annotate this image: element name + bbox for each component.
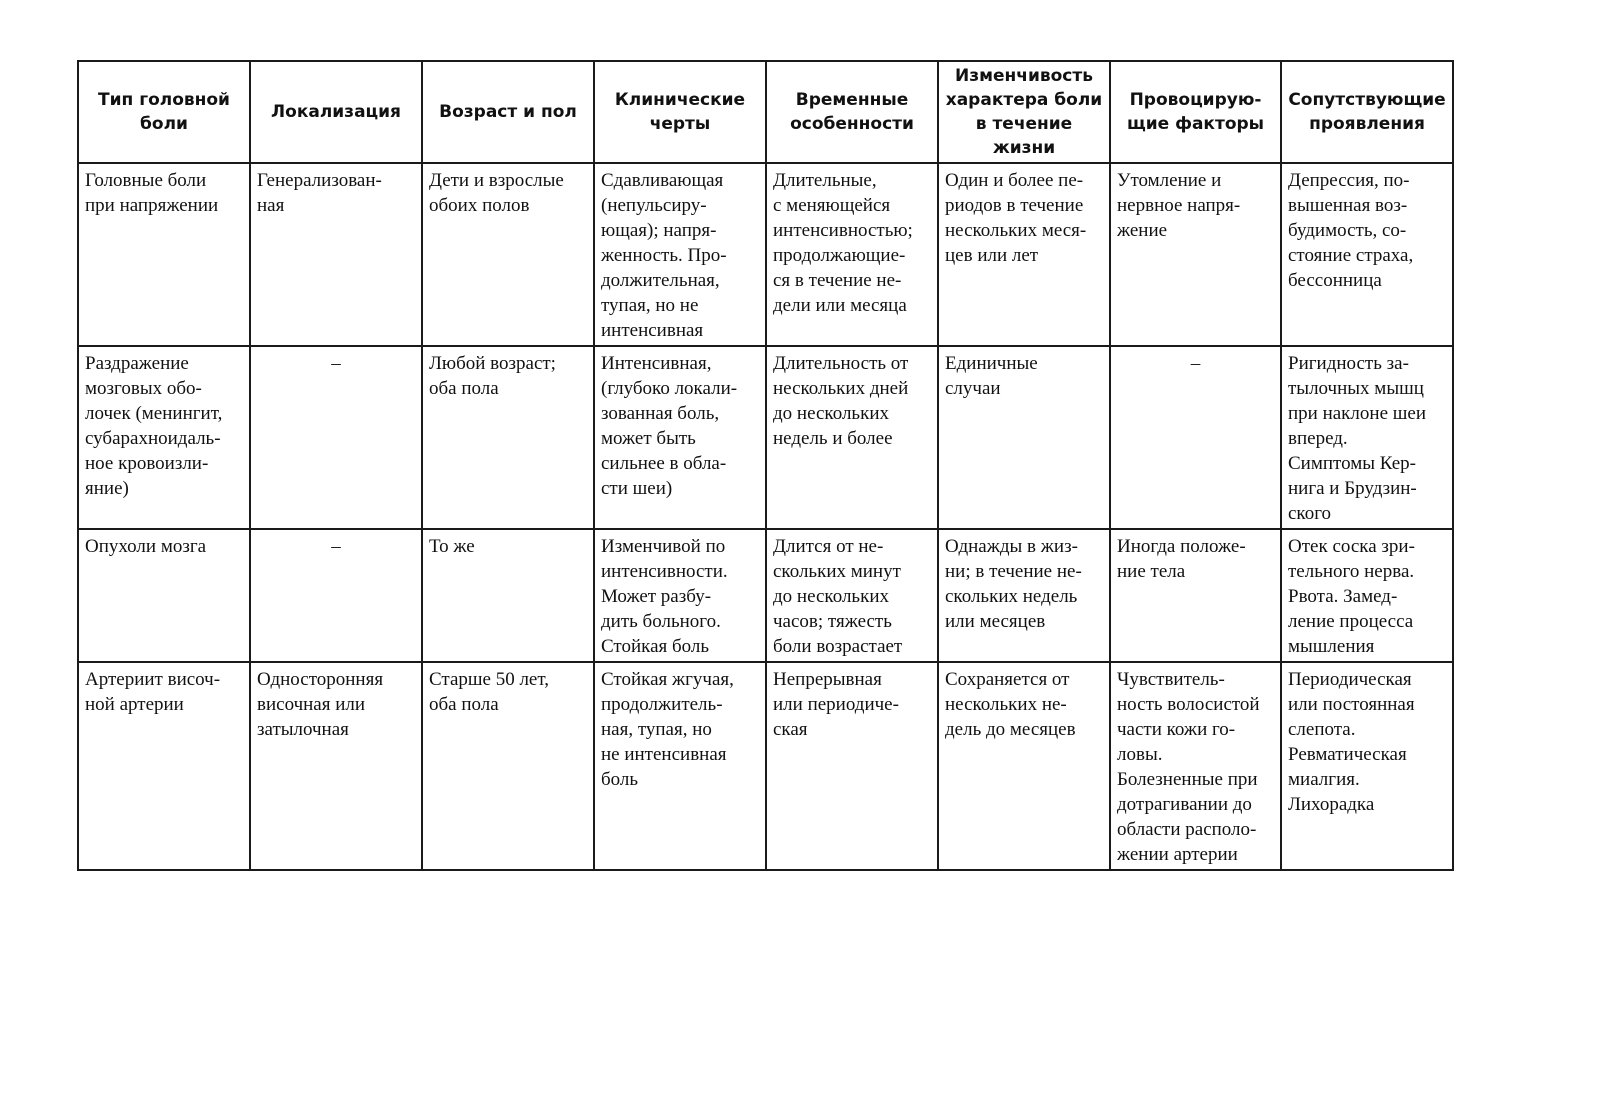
header-cell-age-sex: Возраст и пол <box>422 61 594 163</box>
header-cell-temporal-features: Временные особенности <box>766 61 938 163</box>
table-cell: Длится от не- скольких минут до нескольких часов; тяжесть боли возрастает <box>766 529 938 662</box>
table-row <box>78 163 1453 346</box>
table-cell: Генерализован- ная <box>250 163 422 346</box>
table-body <box>78 163 1453 870</box>
table-cell: Периодическая или постоянная слепота. Ревматическая миалгия. Лихорадка <box>1281 662 1453 870</box>
table-cell: Артериит височ- ной артерии <box>78 662 250 870</box>
table-cell: Депрессия, по- вышенная воз- будимость, со- стояние страха, бессонница <box>1281 163 1453 346</box>
table-cell: Один и более пе- риодов в течение нескольких меся- цев или лет <box>938 163 1110 346</box>
header-cell-clinical-features: Клинические черты <box>594 61 766 163</box>
table-cell: Длительные, с меняющейся интенсивностью; продолжающие- ся в течение не- дели или месяца <box>766 163 938 346</box>
table-cell: Длительность от нескольких дней до нескольких недель и более <box>766 346 938 529</box>
table-cell-dash: – <box>250 346 422 529</box>
table-row <box>78 662 1453 870</box>
table-cell: Односторонняя височная или затылочная <box>250 662 422 870</box>
table-cell: Непрерывная или периодиче- ская <box>766 662 938 870</box>
table-cell: Стойкая жгучая, продолжитель- ная, тупая, но не интенсивная боль <box>594 662 766 870</box>
table-cell: Опухоли мозга <box>78 529 250 662</box>
table-cell: Старше 50 лет, оба пола <box>422 662 594 870</box>
table-cell: Иногда положе- ние тела <box>1110 529 1281 662</box>
table-cell: Любой возраст; оба пола <box>422 346 594 529</box>
table-cell: То же <box>422 529 594 662</box>
table-cell: Головные боли при напряжении <box>78 163 250 346</box>
table-cell: Единичные случаи <box>938 346 1110 529</box>
table-cell-dash: – <box>250 529 422 662</box>
headache-comparison-table <box>77 60 1454 871</box>
header-cell-triggers: Провоцирую- щие факторы <box>1110 61 1281 163</box>
table-row <box>78 346 1453 529</box>
header-cell-variability: Изменчивость характера боли в течение жизни <box>938 61 1110 163</box>
table-cell: Раздражение мозговых обо- лочек (менингит, субарахноидаль- ное кровоизли- яние) <box>78 346 250 529</box>
table-cell: Сдавливающая (непульсиру- ющая); напря- женность. Про- должительная, тупая, но не интенсивная <box>594 163 766 346</box>
header-cell-accompanying: Сопутствующие проявления <box>1281 61 1453 163</box>
header-cell-headache-type: Тип головной боли <box>78 61 250 163</box>
table-row <box>78 529 1453 662</box>
table-cell: Чувствитель- ность волосистой части кожи го- ловы. Болезненные при дотрагивании до области располо- жении артерии <box>1110 662 1281 870</box>
table-cell: Сохраняется от нескольких не- дель до месяцев <box>938 662 1110 870</box>
header-row <box>78 61 1453 163</box>
table-cell: Однажды в жиз- ни; в течение не- скольких недель или месяцев <box>938 529 1110 662</box>
table-cell: Интенсивная, (глубоко локали- зованная боль, может быть сильнее в обла- сти шеи) <box>594 346 766 529</box>
header-cell-localization: Локализация <box>250 61 422 163</box>
table-cell: Ригидность за- тылочных мышц при наклоне шеи вперед. Симптомы Кер- нига и Брудзин- ского <box>1281 346 1453 529</box>
table-header <box>78 61 1453 163</box>
table-cell: Изменчивой по интенсивности. Может разбу- дить больного. Стойкая боль <box>594 529 766 662</box>
table-cell: Отек соска зри- тельного нерва. Рвота. Замед- ление процесса мышления <box>1281 529 1453 662</box>
table-cell: Дети и взрослые обоих полов <box>422 163 594 346</box>
table-cell-dash: – <box>1110 346 1281 529</box>
table-cell: Утомление и нервное напря- жение <box>1110 163 1281 346</box>
